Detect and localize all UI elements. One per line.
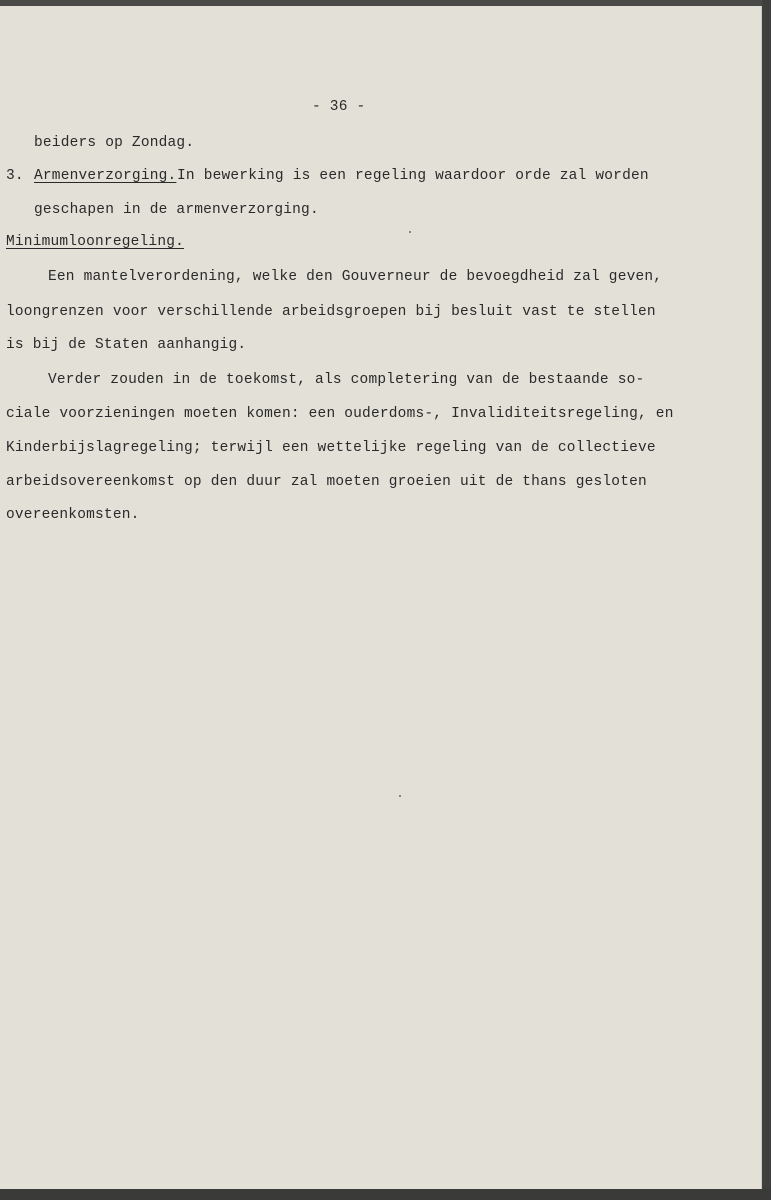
text-line: beiders op Zondag. <box>34 135 195 151</box>
text-line: Kinderbijslagregeling; terwijl een wettelijke regeling van de collectieve <box>6 440 656 456</box>
text-line: Een mantelverordening, welke den Gouverneur de bevoegdheid zal geven, <box>48 269 663 285</box>
document-page <box>0 6 762 1189</box>
paper-speck <box>409 231 411 233</box>
text-line: loongrenzen voor verschillende arbeidsgroepen bij besluit vast te stellen <box>6 304 656 320</box>
text-line: overeenkomsten. <box>6 507 140 523</box>
section-heading-armenverzorging: Armenverzorging. <box>34 168 177 184</box>
text-line: ciale voorzieningen moeten komen: een ouderdoms-, Invaliditeitsregeling, en <box>6 406 674 422</box>
page-number: - 36 - <box>312 99 366 115</box>
text-line: geschapen in de armenverzorging. <box>34 202 319 218</box>
text-line: Verder zouden in de toekomst, als completering van de bestaande so- <box>48 372 645 388</box>
scan-border-bottom <box>0 1189 771 1200</box>
text-line: arbeidsovereenkomst op den duur zal moeten groeien uit de thans gesloten <box>6 474 647 490</box>
paper-speck <box>399 795 401 797</box>
section-heading-minimumloonregeling: Minimumloonregeling. <box>6 234 185 250</box>
text-line: is bij de Staten aanhangig. <box>6 337 247 353</box>
scan-border-right <box>762 0 771 1200</box>
text-line: In bewerking is een regeling waardoor orde zal worden <box>177 168 649 184</box>
section-number: 3. <box>6 168 24 184</box>
